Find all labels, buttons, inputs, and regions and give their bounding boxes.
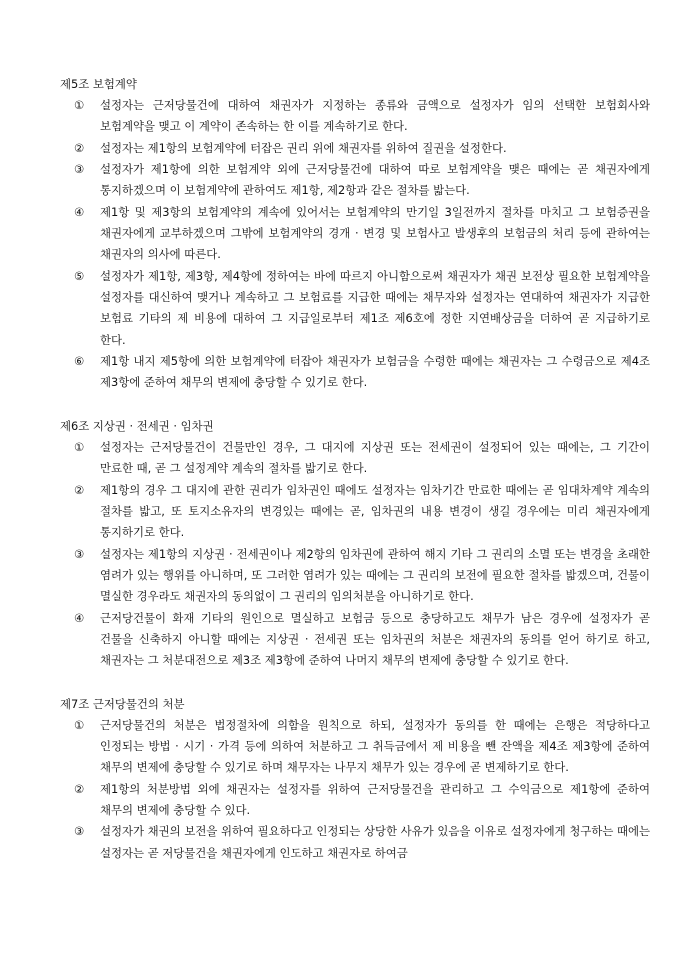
clause-text: 제1항의 처분방법 외에 채권자는 설정자를 위하여 근저당물건을 관리하고 그 수익금으로 제1항에 준하여 채무의 변제에 충당할 수 있다. [100, 781, 650, 817]
article-7 [60, 694, 650, 864]
clause-item [60, 159, 650, 202]
clause-item [60, 779, 650, 822]
clause-item [60, 138, 650, 159]
clause-item [60, 608, 650, 672]
clause-item [60, 202, 650, 266]
article-heading: 제5조 보험계약 [60, 77, 137, 91]
clause-number: ② [74, 140, 85, 155]
article-heading: 제6조 지상권 · 전세권 · 임차권 [60, 418, 214, 433]
clause-number: ③ [74, 546, 85, 561]
clause-number: ④ [74, 610, 85, 625]
clause-number: ⑥ [74, 354, 85, 369]
clause-item [60, 266, 650, 351]
clause-item [60, 821, 650, 864]
clause-item [60, 437, 650, 480]
clause-item [60, 544, 650, 608]
clause-text: 설정자는 제1항의 지상권 · 전세권이나 제2항의 임차권에 관하여 해지 기타 그 권리의 소멸 또는 변경을 초래한 염려가 있는 행위를 아니하며, 또 그러한 염려가 있는 때에는 그 권리의 보전에 필요한 절차를 밟겠으며, 건물이 멸실한 경우라도 채권자의 동의없이 그 권리의 임의처분을 아니하기로 한다. [100, 546, 650, 604]
article-6 [60, 416, 650, 672]
document-body [60, 74, 650, 864]
clause-text: 설정자가 제1항에 의한 보험계약 외에 근저당물건에 대하여 따로 보험계약을 맺은 때에는 곧 채권자에게 통지하겠으며 이 보험계약에 관하여도 제1항, 제2항과 같은 절차를 밟는다. [100, 162, 650, 198]
clause-text: 근저당물건의 처분은 법정절차에 의함을 원칙으로 하되, 설정자가 동의를 한 때에는 은행은 적당하다고 인정되는 방법 · 시기 · 가격 등에 의하여 처분하고 그 취득금에서 제 비용을 뺀 잔액을 제4조 제3항에 준하여 채무의 변제에 충당할 수 있기로 하며 채무자는 나무지 채무가 있는 경우에 곧 변제하기로 한다. [100, 717, 650, 775]
clause-item [60, 351, 650, 394]
clause-number: ① [74, 98, 85, 112]
clause-text: 제1항 및 제3항의 보험계약의 계속에 있어서는 보험계약의 만기일 3일전까지 절차를 마치고 그 보험증권을 채권자에게 교부하겠으며 그밖에 보험계약의 경개 · 변경 및 보험사고 발생후의 보험금의 처리 등에 관하여는 채권자의 의사에 따른다. [100, 204, 650, 262]
clause-number: ② [74, 781, 85, 796]
clause-text: 근저당건물이 화재 기타의 원인으로 멸실하고 보험금 등으로 충당하고도 채무가 남은 경우에 설정자가 곧 건물을 신축하지 아니할 때에는 지상권 · 전세권 또는 임차권의 처분은 채권자의 동의를 얻어 하기로 하고, 채권자는 그 처분대전으로 제3조 제3항에 준하여 나머지 채무의 변제에 충당할 수 있기로 한다. [100, 610, 650, 668]
clause-item [60, 95, 650, 138]
clause-text: 설정자가 채권의 보전을 위하여 필요하다고 인정되는 상당한 사유가 있음을 이유로 설정자에게 청구하는 때에는 설정자는 곧 저당물건을 채권자에게 인도하고 채권자로 하여금 [100, 824, 650, 860]
clause-text: 제1항 내지 제5항에 의한 보험계약에 터잡아 채권자가 보험금을 수령한 때에는 채권자는 그 수령금으로 제4조 제3항에 준하여 채무의 변제에 충당할 수 있기로 한다. [100, 354, 650, 390]
article-5 [60, 74, 650, 394]
clause-number: ④ [74, 204, 85, 219]
clause-text: 설정자가 제1항, 제3항, 제4항에 정하여는 바에 따르지 아니함으로써 채권자가 채권 보전상 필요한 보험계약을 설정자를 대신하여 맺거나 계속하고 그 보험료를 지급한 때에는 채무자와 설정자는 연대하여 채권자가 지급한 보험료 기타의 제 비용에 대하여 그 지급일로부터 제1조 제6호에 정한 지연배상금을 더하여 곧 지급하기로 한다. [100, 268, 650, 347]
clause-number: ① [74, 717, 85, 732]
clause-number: ② [74, 482, 85, 497]
clause-item [60, 480, 650, 544]
clause-text: 제1항의 경우 그 대지에 관한 권리가 임차권인 때에도 설정자는 임차기간 만료한 때에는 곧 임대차계약 계속의 절차를 밟고, 또 토지소유자의 변경있는 때에는 곧, 임차권의 내용 변경이 생길 경우에는 미리 채권자에게 통지하기로 한다. [100, 482, 650, 540]
clause-number: ③ [74, 162, 85, 177]
clause-text: 설정자는 제1항의 보험계약에 터잡은 권리 위에 채권자를 위하여 질권을 설정한다. [100, 140, 507, 155]
clause-number: ① [74, 439, 85, 454]
clause-text: 설정자는 근저당물건이 건물만인 경우, 그 대지에 지상권 또는 전세권이 설정되어 있는 때에는, 그 기간이 만료한 때, 곧 그 설정계약 계속의 절차를 밟기로 한다. [100, 439, 650, 476]
clause-item [60, 715, 650, 779]
clause-number: ③ [74, 824, 85, 839]
article-heading: 제7조 근저당물건의 처분 [60, 696, 185, 711]
clause-text: 설정자는 근저당물건에 대하여 채권자가 지정하는 종류와 금액으로 설정자가 임의 선택한 보험회사와 보험계약을 맺고 이 계약이 존속하는 한 이를 계속하기로 한다. [100, 98, 650, 134]
clause-number: ⑤ [74, 268, 85, 283]
